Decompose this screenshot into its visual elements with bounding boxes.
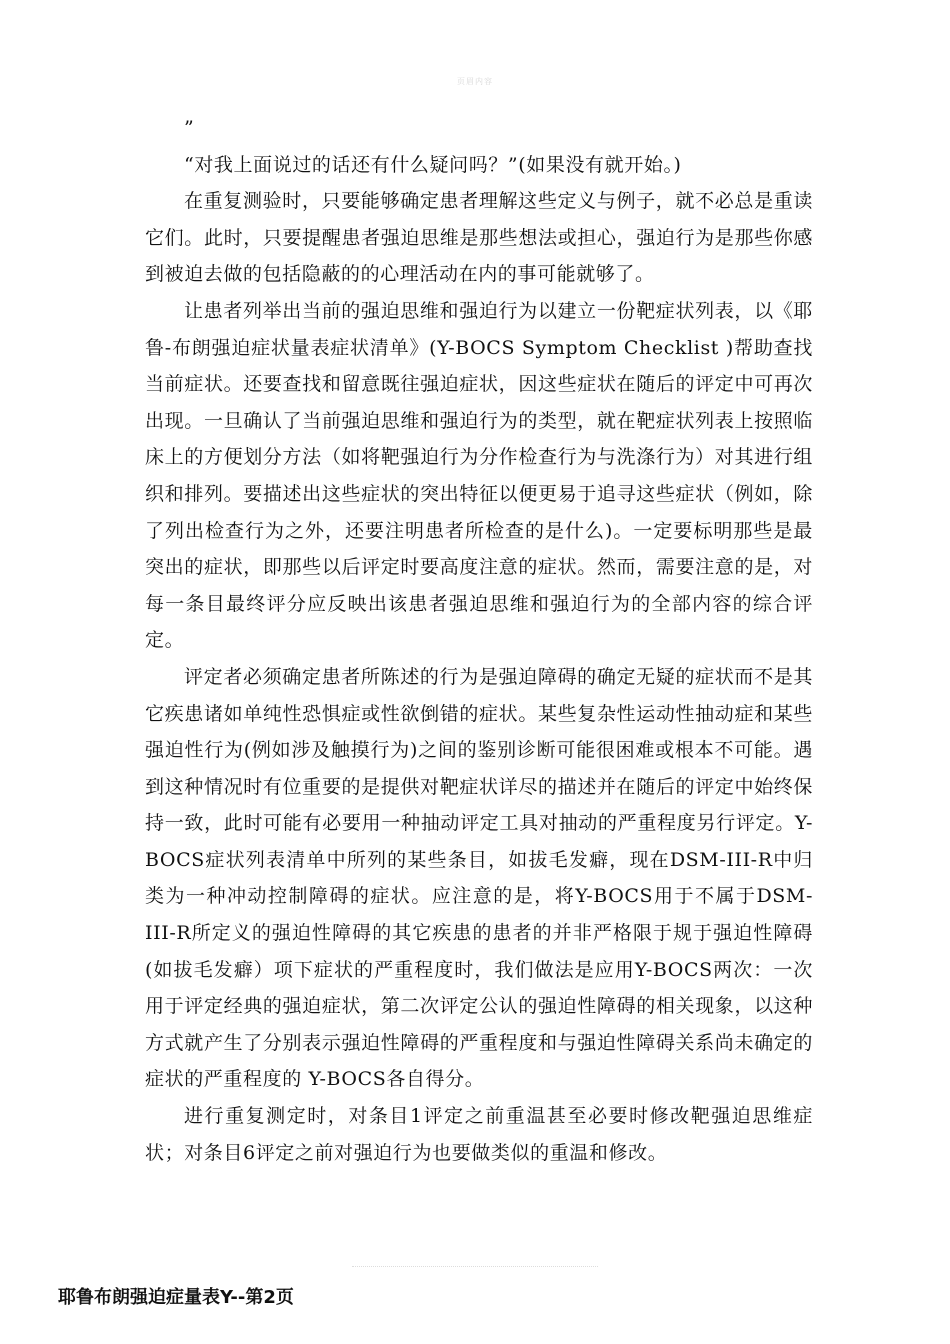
- repeat-measure-paragraph: 进行重复测定时，对条目1评定之前重温甚至必要时修改靶强迫思维症状；对条目6评定之前对强迫行为也要做类似的重温和修改。: [145, 1105, 813, 1164]
- closing-quote-paragraph: ”: [184, 117, 194, 139]
- differential-diagnosis-paragraph: 评定者必须确定患者所陈述的行为是强迫障碍的确定无疑的症状而不是其它疾患诸如单纯性恐惧症或性欲倒错的症状。某些复杂性运动性抽动症和某些强迫性行为(例如涉及触摸行为)之间的鉴别诊断可能很困难或根本不可能。遇到这种情况时有位重要的是提供对靶症状详尽的描述并在随后的评定中始终保持一致，此时可能有必要用一种抽动评定工具对抽动的严重程度另行评定。Y-BOCS症状列表清单中所列的某些条目，如拔毛发癖，现在DSM-III-R中归类为一种冲动控制障碍的症状。应注意的是，将Y-BOCS用于不属于DSM-III-R所定义的强迫性障碍的其它疾患的患者的并非严格限于规于强迫性障碍(如拔毛发癖）项下症状的严重程度时，我们做法是应用Y-BOCS两次：一次用于评定经典的强迫症状，第二次评定公认的强迫性障碍的相关现象，以这种方式就产生了分别表示强迫性障碍的严重程度和与强迫性障碍关系尚未确定的症状的严重程度的 Y-BOCS各自得分。: [145, 665, 813, 1091]
- target-symptom-paragraph: 让患者列举出当前的强迫思维和强迫行为以建立一份靶症状列表，以《耶鲁-布朗强迫症状量表症状清单》(Y-BOCS Symptom Checklist )帮助查找当前症状。还要查找和留意既往强迫症状，因这些症状在随后的评定中可再次出现。一旦确认了当前强迫思维和强迫行为的类型，就在靶症状列表上按照临床上的方便划分方法（如将靶强迫行为分作检查行为与洗涤行为）对其进行组织和排列。要描述出这些症状的突出特征以便更易于追寻这些症状（例如，除了列出检查行为之外，还要注明患者所检查的是什么)。一定要标明那些是最突出的症状，即那些以后评定时要高度注意的症状。然而，需要注意的是，对每一条目最终评分应反映出该患者强迫思维和强迫行为的全部内容的综合评定。: [145, 299, 813, 652]
- repeat-test-paragraph: 在重复测验时，只要能够确定患者理解这些定义与例子，就不必总是重读它们。此时，只要提醒患者强迫思维是那些想法或担心，强迫行为是那些你感到被迫去做的包括隐蔽的的心理活动在内的事可能就够了。: [145, 190, 813, 286]
- header-mark: 页眉内容: [457, 77, 493, 86]
- body-text: [145, 110, 813, 1171]
- page-footer: 耶鲁布朗强迫症量表Y--第2页: [58, 1287, 294, 1308]
- footer-divider: [352, 1266, 598, 1267]
- question-paragraph: “对我上面说过的话还有什么疑问吗？”(如果没有就开始。): [184, 153, 682, 176]
